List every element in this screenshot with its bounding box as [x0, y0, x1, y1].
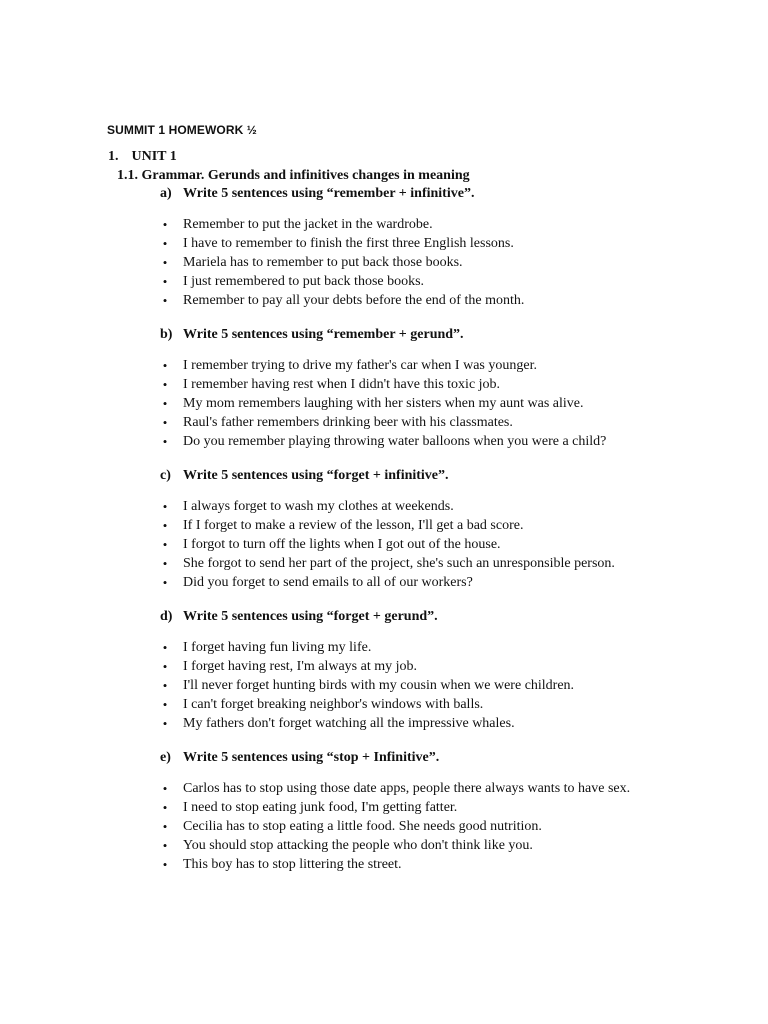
- bullet-icon: •: [162, 499, 168, 514]
- sentence-text: My mom remembers laughing with her sisters when my aunt was alive.: [183, 396, 584, 411]
- sentence-text: Did you forget to send emails to all of our workers?: [183, 575, 473, 590]
- list-item: [160, 855, 640, 874]
- sentence-text: Raul's father remembers drinking beer with his classmates.: [183, 415, 513, 430]
- bullet-icon: •: [162, 537, 168, 552]
- sentence-text: Remember to pay all your debts before the end of the month.: [183, 293, 525, 308]
- bullet-icon: •: [162, 377, 168, 392]
- list-item: [160, 291, 680, 310]
- list-item: [160, 573, 680, 592]
- bullet-icon: •: [162, 415, 168, 430]
- list-item: [160, 535, 680, 554]
- sentence-text: Cecilia has to stop eating a little food. She needs good nutrition.: [183, 819, 542, 834]
- list-item: [160, 215, 680, 234]
- section-heading: [160, 466, 680, 486]
- bullet-icon: •: [162, 236, 168, 251]
- list-item: [160, 497, 680, 516]
- section-instruction: Write 5 sentences using “stop + Infinitive”.: [183, 750, 440, 765]
- list-item: [160, 657, 680, 676]
- list-item: [160, 779, 640, 798]
- bullet-icon: •: [162, 556, 168, 571]
- subsection-heading: 1.1. Grammar. Gerunds and infinitives changes in meaning: [117, 168, 470, 183]
- list-item: [160, 554, 680, 573]
- section-letter: e): [160, 750, 171, 765]
- bullet-icon: •: [162, 640, 168, 655]
- sentence-list: [160, 497, 680, 592]
- sentence-list: [160, 215, 680, 310]
- sentence-text: You should stop attacking the people who don't think like you.: [183, 838, 533, 853]
- unit-heading: [108, 149, 177, 165]
- sentence-text: I just remembered to put back those books.: [183, 274, 425, 289]
- list-item: [160, 432, 680, 451]
- bullet-icon: •: [162, 800, 168, 815]
- bullet-icon: •: [162, 396, 168, 411]
- bullet-icon: •: [162, 434, 168, 449]
- sentence-list: [160, 638, 680, 733]
- sentence-text: I can't forget breaking neighbor's windows with balls.: [183, 697, 484, 712]
- list-item: [160, 695, 680, 714]
- sentence-text: I'll never forget hunting birds with my cousin when we were children.: [183, 678, 575, 693]
- document-title: SUMMIT 1 HOMEWORK ½: [107, 123, 257, 137]
- section-instruction: Write 5 sentences using “remember + gerund”.: [183, 327, 464, 342]
- bullet-icon: •: [162, 293, 168, 308]
- sentence-text: I always forget to wash my clothes at weekends.: [183, 499, 454, 514]
- sentence-text: Mariela has to remember to put back those books.: [183, 255, 463, 270]
- bullet-icon: •: [162, 255, 168, 270]
- section-b: [160, 325, 680, 451]
- list-item: [160, 836, 640, 855]
- bullet-icon: •: [162, 838, 168, 853]
- section-letter: c): [160, 468, 171, 483]
- sentence-list: [160, 356, 680, 451]
- section-letter: a): [160, 186, 172, 201]
- section-heading: [160, 325, 680, 345]
- section-d: [160, 607, 680, 733]
- unit-number: 1.: [108, 149, 119, 164]
- bullet-icon: •: [162, 697, 168, 712]
- section-e: [160, 748, 640, 874]
- sentence-text: If I forget to make a review of the lesson, I'll get a bad score.: [183, 518, 524, 533]
- list-item: [160, 798, 640, 817]
- list-item: [160, 234, 680, 253]
- section-a: [160, 184, 680, 310]
- sentence-text: I have to remember to finish the first three English lessons.: [183, 236, 514, 251]
- sentence-text: Do you remember playing throwing water balloons when you were a child?: [183, 434, 607, 449]
- list-item: [160, 676, 680, 695]
- sentence-text: I remember trying to drive my father's car when I was younger.: [183, 358, 537, 373]
- list-item: [160, 413, 680, 432]
- sentence-text: She forgot to send her part of the project, she's such an unresponsible person.: [183, 556, 615, 571]
- list-item: [160, 375, 680, 394]
- sentence-text: I forget having rest, I'm always at my job.: [183, 659, 417, 674]
- sentence-text: I remember having rest when I didn't have this toxic job.: [183, 377, 501, 392]
- bullet-icon: •: [162, 575, 168, 590]
- section-heading: [160, 607, 680, 627]
- bullet-icon: •: [162, 358, 168, 373]
- section-instruction: Write 5 sentences using “forget + infinitive”.: [183, 468, 449, 483]
- sentence-text: My fathers don't forget watching all the impressive whales.: [183, 716, 515, 731]
- sentence-text: Carlos has to stop using those date apps, people there always wants to have sex.: [183, 781, 631, 796]
- section-c: [160, 466, 680, 592]
- sentence-text: I need to stop eating junk food, I'm getting fatter.: [183, 800, 458, 815]
- list-item: [160, 638, 680, 657]
- list-item: [160, 516, 680, 535]
- list-item: [160, 356, 680, 375]
- list-item: [160, 714, 680, 733]
- section-instruction: Write 5 sentences using “forget + gerund”.: [183, 609, 438, 624]
- bullet-icon: •: [162, 819, 168, 834]
- bullet-icon: •: [162, 274, 168, 289]
- sentence-text: This boy has to stop littering the street.: [183, 857, 402, 872]
- section-instruction: Write 5 sentences using “remember + infinitive”.: [183, 186, 475, 201]
- list-item: [160, 272, 680, 291]
- section-heading: [160, 184, 680, 204]
- section-letter: d): [160, 609, 173, 624]
- section-letter: b): [160, 327, 173, 342]
- list-item: [160, 394, 680, 413]
- bullet-icon: •: [162, 659, 168, 674]
- sentence-text: Remember to put the jacket in the wardrobe.: [183, 217, 433, 232]
- bullet-icon: •: [162, 716, 168, 731]
- list-item: [160, 253, 680, 272]
- unit-label: UNIT 1: [131, 149, 177, 164]
- bullet-icon: •: [162, 217, 168, 232]
- bullet-icon: •: [162, 781, 168, 796]
- bullet-icon: •: [162, 518, 168, 533]
- sentence-text: I forget having fun living my life.: [183, 640, 372, 655]
- bullet-icon: •: [162, 678, 168, 693]
- sentence-text: I forgot to turn off the lights when I got out of the house.: [183, 537, 501, 552]
- bullet-icon: •: [162, 857, 168, 872]
- sentence-list: [160, 779, 640, 874]
- list-item: [160, 817, 640, 836]
- section-heading: [160, 748, 640, 768]
